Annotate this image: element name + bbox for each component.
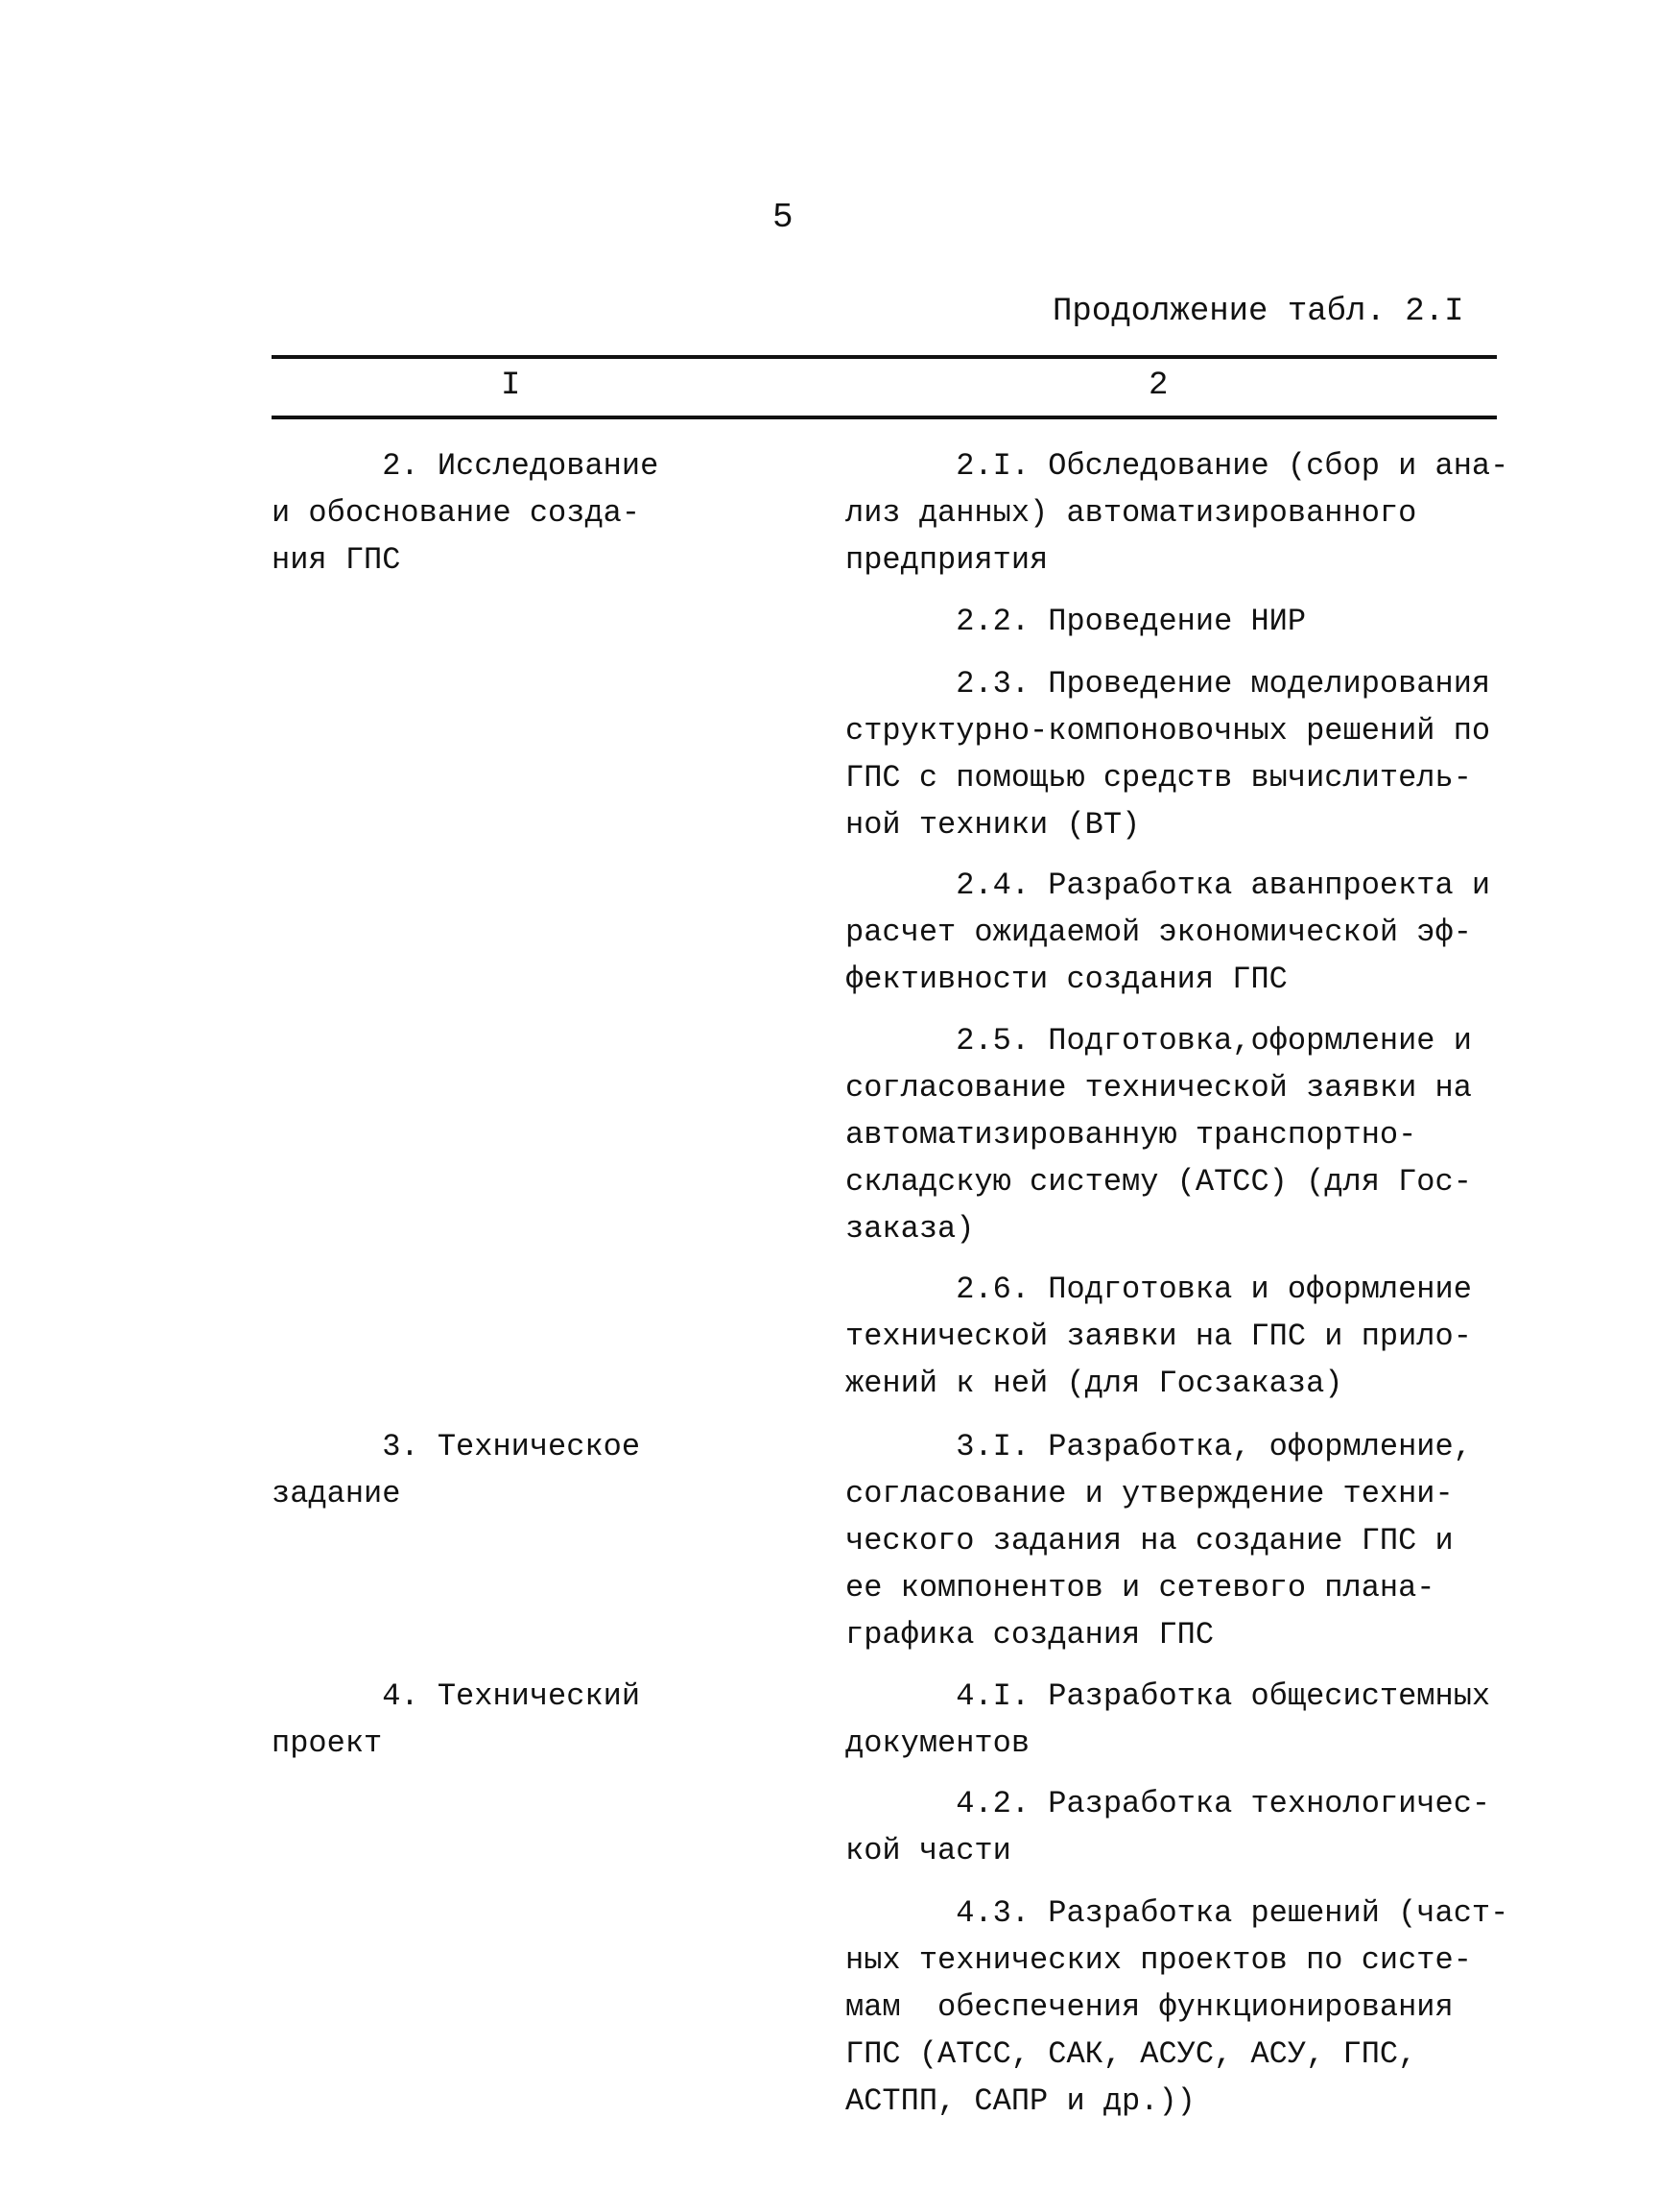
- page-number: 5: [772, 198, 794, 237]
- work-2-6: 2.6. Подготовка и оформление технической заявки на ГПС и прило- жений к ней (для Госзаказа): [845, 1272, 1472, 1401]
- table-header-rule: [272, 416, 1497, 419]
- work-4-2: 4.2. Разработка технологичес- кой части: [845, 1786, 1491, 1868]
- work-3-1: 3.I. Разработка, оформление, согласование и утверждение техни- ческого задания на создание ГПС и ее компонентов и сетевого плана- графика создания ГПС: [845, 1429, 1472, 1653]
- column-header-2: 2: [1149, 368, 1169, 404]
- table-top-rule: [272, 355, 1497, 359]
- work-2-4: 2.4. Разработка аванпроекта и расчет ожидаемой экономической эф- фективности создания ГПС: [845, 868, 1491, 997]
- column-header-1: I: [501, 368, 521, 404]
- work-2-2: 2.2. Проведение НИР: [845, 604, 1307, 639]
- stage-4: 4. Технический проект: [272, 1678, 641, 1761]
- work-4-1: 4.I. Разработка общесистемных документов: [845, 1678, 1491, 1761]
- work-2-1: 2.I. Обследование (сбор и ана- лиз данных) автоматизированного предприятия: [845, 448, 1509, 578]
- table-caption: Продолжение табл. 2.I: [1053, 294, 1464, 330]
- work-2-5: 2.5. Подготовка,оформление и согласование технической заявки на автоматизированную транспортно- складскую систему (АТСС) (для Гос- заказа): [845, 1023, 1472, 1247]
- work-2-3: 2.3. Проведение моделирования структурно-компоновочных решений по ГПС с помощью средств вычислитель- ной техники (ВТ): [845, 666, 1491, 843]
- stage-2: 2. Исследование и обоснование созда- ния ГПС: [272, 448, 659, 578]
- work-4-3: 4.3. Разработка решений (част- ных технических проектов по систе- мам обеспечения функционирования ГПС (АТСС, САК, АСУС, АСУ, ГПС, АСТПП, САПР и др.)): [845, 1895, 1509, 2119]
- stage-3: 3. Техническое задание: [272, 1429, 641, 1511]
